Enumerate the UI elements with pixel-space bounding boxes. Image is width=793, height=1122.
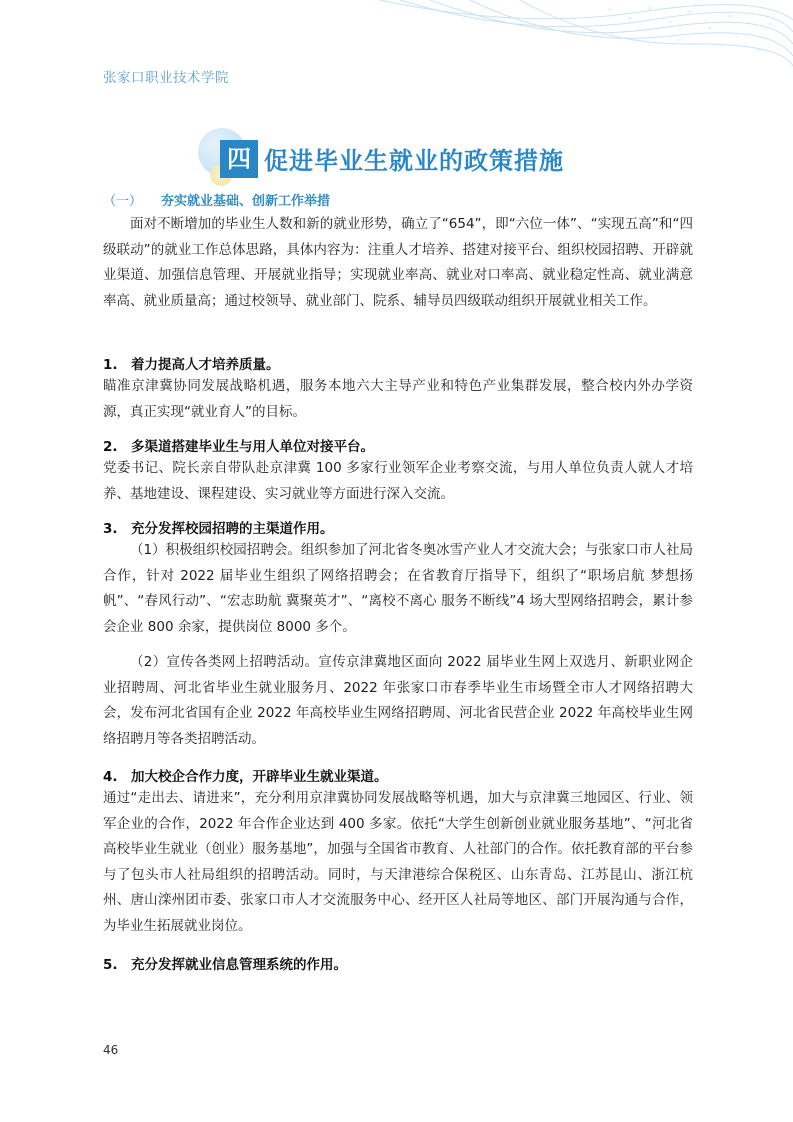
item-number: 1. — [103, 357, 118, 373]
item-paragraph: 通过“走出去、请进来”，充分利用京津冀协同发展战略等机遇，加大与京津冀三地园区、行业、领军企业的合作，2022 年合作企业达到 400 多家。依托“大学生创新创业就业服务基地”、“河北省高校毕业生就业（创业）服务基地”，加强与全国省市教育、人社部门的合作。依托教育部的平台参与了包头市人社局组织的招聘活动。同时，与天津港综合保税区、山东青岛、江苏昆山、浙江杭州、唐山滦州团市委、张家口市人才交流服务中心、经开区人社局等地区、部门开展沟通与合作，为毕业生拓展就业岗位。 — [103, 790, 693, 934]
item-number: 5. — [103, 957, 118, 973]
item-paragraph: （1）积极组织校园招聘会。组织参加了河北省冬奥冰雪产业人才交流大会；与张家口市人社局合作，针对 2022 届毕业生组织了网络招聘会；在省教育厅指导下，组织了“职场启航 梦想扬帆”、“春风行动”、“宏志助航 冀聚英才”、“离校不离心 服务不断线”4 场大型网络招聘会，累计参会企业 800 余家，提供岗位 8000 多个。 — [103, 542, 693, 635]
item-heading — [103, 517, 334, 537]
item-title: 充分发挥就业信息管理系统的作用。 — [131, 957, 347, 973]
intro-paragraph: 面对不断增加的毕业生人数和新的就业形势，确立了“654”，即“六位一体”、“实现五高”和“四级联动”的就业工作总体思路，具体内容为：注重人才培养、搭建对接平台、组织校园招聘、开辟就业渠道、加强信息管理、开展就业指导；实现就业率高、就业对口率高、就业稳定性高、就业满意率高、就业质量高；通过校领导、就业部门、院系、辅导员四级联动组织开展就业相关工作。 — [103, 216, 693, 309]
item-heading — [103, 953, 347, 973]
item-heading — [103, 765, 388, 785]
item-paragraph: （2）宣传各类网上招聘活动。宣传京津冀地区面向 2022 届毕业生网上双选月、新职业网企业招聘周、河北省毕业生就业服务月、2022 年张家口市春季毕业生市场暨全市人才网络招聘大会，发布河北省国有企业 2022 年高校毕业生网络招聘周、河北省民营企业 2022 年高校毕业生网络招聘月等各类招聘活动。 — [103, 654, 693, 747]
header-title: 张家口职业技术学院 — [103, 70, 229, 86]
item-title: 加大校企合作力度，开辟毕业生就业渠道。 — [131, 769, 388, 785]
item-heading — [103, 353, 280, 373]
section-number: （一） — [103, 194, 143, 209]
page-number: 46 — [103, 1043, 119, 1057]
item-paragraph: 党委书记、院长亲自带队赴京津冀 100 多家行业领军企业考察交流，与用人单位负责人就人才培养、基地建设、课程建设、实习就业等方面进行深入交流。 — [103, 460, 693, 502]
item-title: 多渠道搭建毕业生与用人单位对接平台。 — [131, 439, 374, 455]
item-paragraph: 瞄准京津冀协同发展战略机遇，服务本地六大主导产业和特色产业集群发展，整合校内外办学资源，真正实现“就业育人”的目标。 — [103, 378, 693, 420]
chapter-number: 四 — [220, 140, 258, 178]
item-title: 充分发挥校园招聘的主渠道作用。 — [131, 521, 334, 537]
chapter-title: 促进毕业生就业的政策措施 — [264, 147, 564, 175]
item-title: 着力提高人才培养质量。 — [131, 357, 280, 373]
section-heading — [103, 190, 330, 209]
item-number: 3. — [103, 521, 118, 537]
section-title: 夯实就业基础、创新工作举措 — [161, 194, 331, 209]
item-number: 2. — [103, 439, 118, 455]
chapter-heading — [198, 128, 618, 188]
item-heading — [103, 435, 374, 455]
item-number: 4. — [103, 769, 118, 785]
